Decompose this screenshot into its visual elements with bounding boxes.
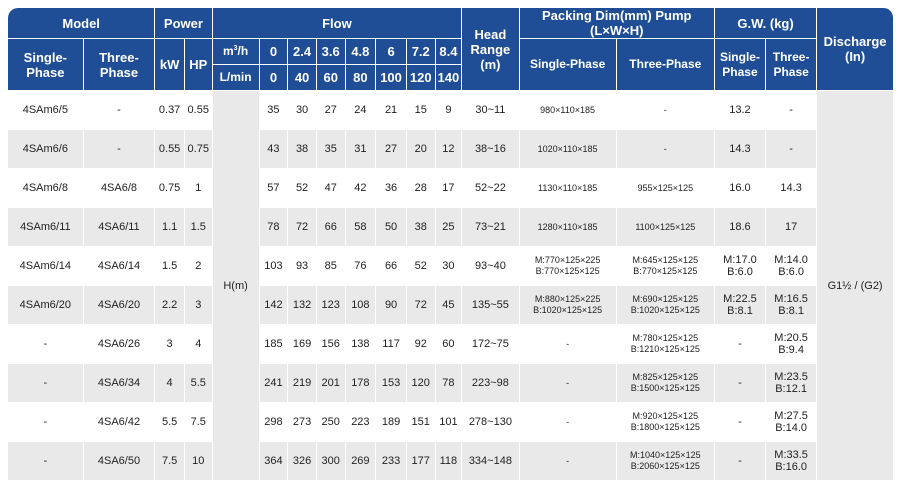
packing-three <box>617 286 715 325</box>
head-value: 120 <box>407 364 436 403</box>
flow-m3h-cell: 0 <box>260 39 289 65</box>
head-range-header: Head Range (m) <box>462 8 519 91</box>
packing-three-m: M:780×125×125 <box>632 333 699 343</box>
gw-three-m: M:23.5 <box>774 371 808 383</box>
packing-single: 1280×110×185 <box>520 208 617 247</box>
table-body <box>8 91 894 481</box>
gw-three-b: B:9.4 <box>778 344 804 356</box>
model-three-phase: - <box>84 130 156 169</box>
packing-three-m: M:1040×125×125 <box>630 450 701 460</box>
packing-three: 1100×125×125 <box>617 208 715 247</box>
power-hp: 4 <box>185 325 213 364</box>
gw-three-m: M:27.5 <box>774 410 808 422</box>
flow-lmin-cell: 40 <box>288 65 317 91</box>
packing-single: - <box>520 364 617 403</box>
gw-three: - <box>766 91 817 130</box>
flow-lmin-cell: 140 <box>436 65 463 91</box>
model-three-phase: 4SA6/42 <box>84 403 156 442</box>
packing-single: - <box>520 442 617 481</box>
table-row <box>8 169 894 208</box>
head-value: 103 <box>260 247 289 286</box>
head-value: 364 <box>260 442 289 481</box>
head-range: 135~55 <box>462 286 519 325</box>
head-value: 108 <box>346 286 377 325</box>
head-value: 30 <box>288 91 317 130</box>
head-value: 52 <box>288 169 317 208</box>
head-value: 241 <box>260 364 289 403</box>
packing-single-m: M:770×125×225 <box>534 255 601 265</box>
head-value: 66 <box>317 208 346 247</box>
gw-three-phase-header: Three-Phase <box>766 39 817 91</box>
head-value: 132 <box>288 286 317 325</box>
hp-header: HP <box>185 39 213 91</box>
packing-three-b: B:1210×125×125 <box>630 344 700 354</box>
head-value: 273 <box>288 403 317 442</box>
model-single-phase-header: Single-Phase <box>8 39 84 91</box>
flow-lmin-cell: 0 <box>260 65 289 91</box>
power-kw: 0.55 <box>155 130 185 169</box>
packing-three <box>617 442 715 481</box>
kw-header: kW <box>155 39 185 91</box>
table-row <box>8 403 894 442</box>
gw-single <box>715 247 766 286</box>
model-three-phase: 4SA6/11 <box>84 208 156 247</box>
head-value: 92 <box>407 325 436 364</box>
head-range: 278~130 <box>462 403 519 442</box>
model-single-phase: - <box>8 442 84 481</box>
packing-three <box>617 247 715 286</box>
head-value: 233 <box>376 442 407 481</box>
head-value: 300 <box>317 442 346 481</box>
gw-three-m: M:16.5 <box>774 293 808 305</box>
table-row <box>8 364 894 403</box>
head-value: 30 <box>436 247 463 286</box>
power-kw: 0.37 <box>155 91 185 130</box>
head-value: 269 <box>346 442 377 481</box>
gw-three: 17 <box>766 208 817 247</box>
gw-three <box>766 286 817 325</box>
packing-single-b: B:770×125×125 <box>535 266 600 276</box>
table-row <box>8 91 894 130</box>
flow-lmin-cell: 80 <box>346 65 377 91</box>
gw-three-b: B:8.1 <box>778 305 804 317</box>
head-value: 50 <box>376 208 407 247</box>
model-three-phase: 4SA6/26 <box>84 325 156 364</box>
packing-three <box>617 364 715 403</box>
packing-three <box>617 403 715 442</box>
packing-single-m: M:880×125×225 <box>534 294 601 304</box>
gw-single <box>715 286 766 325</box>
gw-single: 14.3 <box>715 130 766 169</box>
head-value: 72 <box>407 286 436 325</box>
discharge-value: G1½ / (G2) <box>817 91 894 481</box>
head-range: 223~98 <box>462 364 519 403</box>
packing-three-b: B:1020×125×125 <box>630 305 700 315</box>
head-value: 189 <box>376 403 407 442</box>
packing-three: 955×125×125 <box>617 169 715 208</box>
power-header: Power <box>155 8 212 39</box>
model-three-phase: 4SA6/14 <box>84 247 156 286</box>
power-hp: 0.75 <box>185 130 213 169</box>
gw-single: - <box>715 325 766 364</box>
gw-single: 16.0 <box>715 169 766 208</box>
head-range: 73~21 <box>462 208 519 247</box>
flow-lmin-cell: 100 <box>376 65 407 91</box>
packing-three-b: B:1800×125×125 <box>630 422 700 432</box>
packing-three-m: M:645×125×125 <box>632 255 699 265</box>
head-range: 172~75 <box>462 325 519 364</box>
gw-three-b: B:16.0 <box>775 461 808 473</box>
flow-m3h-cell: 6 <box>376 39 407 65</box>
packing-three-m: M:825×125×125 <box>632 372 699 382</box>
power-hp: 1.5 <box>185 208 213 247</box>
gw-three: 14.3 <box>766 169 817 208</box>
head-value: 66 <box>376 247 407 286</box>
head-value: 142 <box>260 286 289 325</box>
head-value: 12 <box>436 130 463 169</box>
power-kw: 1.1 <box>155 208 185 247</box>
head-value: 138 <box>346 325 377 364</box>
flow-m3h-cell: 8.4 <box>436 39 463 65</box>
head-value: 57 <box>260 169 289 208</box>
head-value: 47 <box>317 169 346 208</box>
model-single-phase: 4SAm6/8 <box>8 169 84 208</box>
packing-three: - <box>617 91 715 130</box>
head-value: 58 <box>346 208 377 247</box>
gw-three-b: B:6.0 <box>778 266 804 278</box>
gw-single: 18.6 <box>715 208 766 247</box>
flow-m3h-cell: 3.6 <box>317 39 346 65</box>
head-value: 90 <box>376 286 407 325</box>
head-value: 21 <box>376 91 407 130</box>
head-value: 201 <box>317 364 346 403</box>
gw-single: - <box>715 364 766 403</box>
head-value: 15 <box>407 91 436 130</box>
head-value: 31 <box>346 130 377 169</box>
flow-m3h-cell: 2.4 <box>288 39 317 65</box>
gw-single-b: B:8.1 <box>727 305 753 317</box>
model-header: Model <box>8 8 155 39</box>
power-hp: 2 <box>185 247 213 286</box>
model-single-phase: 4SAm6/14 <box>8 247 84 286</box>
gw-single-b: B:6.0 <box>727 266 753 278</box>
head-unit-label: H(m) <box>213 91 260 481</box>
flow-m3h-cell: 4.8 <box>346 39 377 65</box>
head-value: 185 <box>260 325 289 364</box>
packing-header: Packing Dim(mm) Pump (L×W×H) <box>520 8 715 39</box>
packing-single <box>520 286 617 325</box>
flow-header: Flow <box>213 8 463 39</box>
gw-single-phase-header: Single-Phase <box>715 39 766 91</box>
head-value: 27 <box>317 91 346 130</box>
gw-three-m: M:14.0 <box>774 254 808 266</box>
head-value: 117 <box>376 325 407 364</box>
packing-single: 980×110×185 <box>520 91 617 130</box>
table-row <box>8 130 894 169</box>
head-value: 72 <box>288 208 317 247</box>
power-hp: 1 <box>185 169 213 208</box>
head-value: 9 <box>436 91 463 130</box>
head-value: 20 <box>407 130 436 169</box>
head-value: 153 <box>376 364 407 403</box>
lmin-unit: L/min <box>213 65 260 91</box>
model-three-phase: 4SA6/20 <box>84 286 156 325</box>
model-three-phase: 4SA6/8 <box>84 169 156 208</box>
power-kw: 5.5 <box>155 403 185 442</box>
gw-single: - <box>715 442 766 481</box>
head-value: 38 <box>288 130 317 169</box>
head-value: 78 <box>436 364 463 403</box>
head-value: 177 <box>407 442 436 481</box>
gw-single-m: M:22.5 <box>723 293 757 305</box>
head-value: 24 <box>346 91 377 130</box>
head-value: 76 <box>346 247 377 286</box>
head-value: 101 <box>436 403 463 442</box>
packing-single <box>520 247 617 286</box>
head-value: 17 <box>436 169 463 208</box>
head-value: 78 <box>260 208 289 247</box>
model-three-phase-header: Three-Phase <box>84 39 156 91</box>
head-value: 156 <box>317 325 346 364</box>
gw-three-b: B:14.0 <box>775 422 808 434</box>
head-value: 38 <box>407 208 436 247</box>
gw-three-b: B:12.1 <box>775 383 808 395</box>
packing-three: - <box>617 130 715 169</box>
gw-single: - <box>715 403 766 442</box>
packing-single: 1130×110×185 <box>520 169 617 208</box>
head-value: 298 <box>260 403 289 442</box>
packing-three-b: B:1500×125×125 <box>630 383 700 393</box>
model-single-phase: 4SAm6/6 <box>8 130 84 169</box>
power-kw: 1.5 <box>155 247 185 286</box>
head-range: 52~22 <box>462 169 519 208</box>
gw-three <box>766 364 817 403</box>
packing-three-b: B:770×125×125 <box>633 266 698 276</box>
power-kw: 3 <box>155 325 185 364</box>
packing-single: - <box>520 325 617 364</box>
model-single-phase: 4SAm6/11 <box>8 208 84 247</box>
packing-single: - <box>520 403 617 442</box>
head-value: 85 <box>317 247 346 286</box>
flow-lmin-cell: 120 <box>407 65 436 91</box>
head-value: 178 <box>346 364 377 403</box>
gw-single: 13.2 <box>715 91 766 130</box>
gw-three-m: M:33.5 <box>774 449 808 461</box>
m3h-unit: $m^3/h$ <box>213 39 260 65</box>
model-three-phase: 4SA6/34 <box>84 364 156 403</box>
packing-three-m: M:690×125×125 <box>632 294 699 304</box>
head-value: 45 <box>436 286 463 325</box>
power-kw: 7.5 <box>155 442 185 481</box>
head-value: 219 <box>288 364 317 403</box>
head-value: 250 <box>317 403 346 442</box>
power-kw: 2.2 <box>155 286 185 325</box>
head-range: 30~11 <box>462 91 519 130</box>
packing-single-b: B:1020×125×125 <box>533 305 603 315</box>
head-value: 25 <box>436 208 463 247</box>
gw-three <box>766 247 817 286</box>
table-row <box>8 325 894 364</box>
power-kw: 4 <box>155 364 185 403</box>
packing-single: 1020×110×185 <box>520 130 617 169</box>
head-value: 36 <box>376 169 407 208</box>
power-hp: 0.55 <box>185 91 213 130</box>
power-hp: 10 <box>185 442 213 481</box>
head-value: 123 <box>317 286 346 325</box>
head-value: 43 <box>260 130 289 169</box>
model-single-phase: - <box>8 403 84 442</box>
head-value: 27 <box>376 130 407 169</box>
head-value: 223 <box>346 403 377 442</box>
head-value: 35 <box>317 130 346 169</box>
head-value: 35 <box>260 91 289 130</box>
power-hp: 7.5 <box>185 403 213 442</box>
model-three-phase: - <box>84 91 156 130</box>
gw-three-m: M:20.5 <box>774 332 808 344</box>
head-range: 38~16 <box>462 130 519 169</box>
table-row <box>8 442 894 481</box>
flow-lmin-cell: 60 <box>317 65 346 91</box>
gw-header: G.W. (kg) <box>715 8 817 39</box>
gw-three <box>766 325 817 364</box>
gw-three: - <box>766 130 817 169</box>
table-row <box>8 208 894 247</box>
model-single-phase: 4SAm6/20 <box>8 286 84 325</box>
head-value: 151 <box>407 403 436 442</box>
head-range: 334~148 <box>462 442 519 481</box>
model-single-phase: - <box>8 325 84 364</box>
gw-three <box>766 442 817 481</box>
table-row <box>8 286 894 325</box>
head-value: 93 <box>288 247 317 286</box>
packing-three-m: M:920×125×125 <box>632 411 699 421</box>
head-range: 93~40 <box>462 247 519 286</box>
head-value: 326 <box>288 442 317 481</box>
packing-three-phase-header: Three-Phase <box>617 39 715 91</box>
power-kw: 0.75 <box>155 169 185 208</box>
packing-single-phase-header: Single-Phase <box>520 39 617 91</box>
head-value: 169 <box>288 325 317 364</box>
gw-three <box>766 403 817 442</box>
table-row <box>8 247 894 286</box>
head-value: 60 <box>436 325 463 364</box>
flow-m3h-cell: 7.2 <box>407 39 436 65</box>
packing-three-b: B:2060×125×125 <box>630 461 700 471</box>
head-value: 42 <box>346 169 377 208</box>
discharge-header: Discharge (In) <box>817 8 894 91</box>
power-hp: 3 <box>185 286 213 325</box>
head-value: 118 <box>436 442 463 481</box>
head-value: 28 <box>407 169 436 208</box>
head-value: 52 <box>407 247 436 286</box>
packing-three <box>617 325 715 364</box>
pump-spec-table <box>8 8 894 481</box>
power-hp: 5.5 <box>185 364 213 403</box>
model-single-phase: - <box>8 364 84 403</box>
model-three-phase: 4SA6/50 <box>84 442 156 481</box>
model-single-phase: 4SAm6/5 <box>8 91 84 130</box>
gw-single-m: M:17.0 <box>723 254 757 266</box>
